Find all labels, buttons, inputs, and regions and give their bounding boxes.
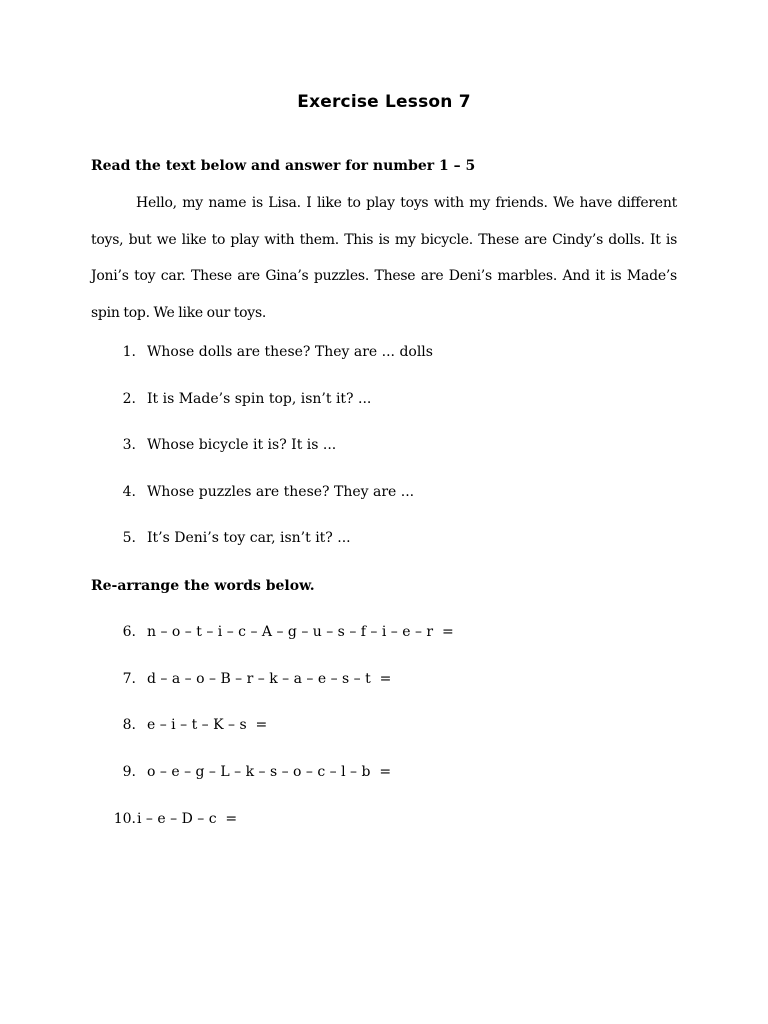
rearrange-item xyxy=(91,811,237,827)
question-text: Whose bicycle it is? It is ... xyxy=(147,437,337,453)
question-item xyxy=(91,530,351,546)
question-text: Whose dolls are these? They are ... dolls xyxy=(147,344,433,360)
question-number: 2. xyxy=(122,391,136,407)
section-heading-rearrange: Re-arrange the words below. xyxy=(91,578,315,594)
question-text: It is Made’s spin top, isn’t it? ... xyxy=(147,391,372,407)
rearrange-item xyxy=(91,717,267,733)
rearrange-number: 7. xyxy=(122,671,136,687)
rearrange-item xyxy=(91,764,391,780)
rearrange-number: 10. xyxy=(113,811,136,827)
rearrange-number: 9. xyxy=(122,764,136,780)
question-number: 5. xyxy=(122,530,136,546)
rearrange-letters: e – i – t – K – s = xyxy=(147,717,268,733)
question-item xyxy=(91,484,414,500)
rearrange-letters: o – e – g – L – k – s – o – c – l – b = xyxy=(147,764,392,780)
rearrange-number: 8. xyxy=(122,717,136,733)
rearrange-letters: d – a – o – B – r – k – a – e – s – t = xyxy=(147,671,392,687)
question-item xyxy=(91,437,336,453)
question-item xyxy=(91,391,371,407)
reading-passage: Hello, my name is Lisa. I like to play toys with my friends. We have different toys, but we like to play with them. This is my bicycle. These are Cindy’s dolls. It is Joni’s toy car. These are Gina’s puzzles. These are Deni’s marbles. And it is Made’s spin top. We like our toys. xyxy=(91,195,677,321)
question-number: 4. xyxy=(122,484,136,500)
rearrange-letters: n – o – t – i – c – A – g – u – s – f – i – e – r = xyxy=(147,624,454,640)
rearrange-number: 6. xyxy=(122,624,136,640)
question-item xyxy=(91,344,433,360)
question-number: 3. xyxy=(122,437,136,453)
question-text: It’s Deni’s toy car, isn’t it? ... xyxy=(147,530,351,546)
page-title: Exercise Lesson 7 xyxy=(297,92,471,112)
rearrange-letters: i – e – D – c = xyxy=(137,811,238,827)
question-number: 1. xyxy=(122,344,136,360)
rearrange-item xyxy=(91,624,454,640)
question-text: Whose puzzles are these? They are ... xyxy=(147,484,415,500)
section-heading-reading: Read the text below and answer for number 1 – 5 xyxy=(91,158,476,174)
rearrange-item xyxy=(91,671,391,687)
